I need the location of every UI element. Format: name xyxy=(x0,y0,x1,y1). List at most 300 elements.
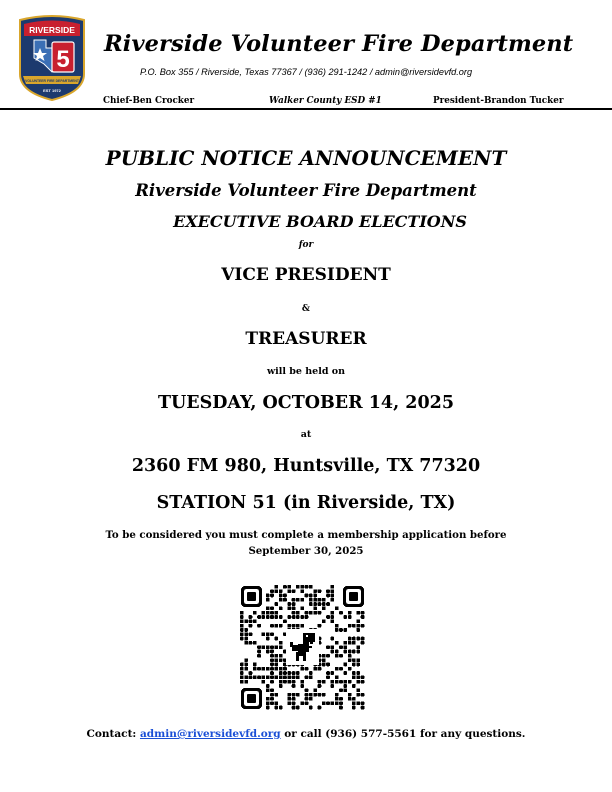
qr-module xyxy=(348,654,352,658)
qr-module xyxy=(266,645,270,649)
qr-module xyxy=(240,676,244,680)
qr-module xyxy=(318,602,322,606)
qr-module xyxy=(257,650,261,654)
qr-module xyxy=(292,671,296,675)
qr-module xyxy=(348,650,352,654)
position-vice-president: VICE PRESIDENT xyxy=(221,265,391,285)
qr-module xyxy=(309,697,313,701)
qr-module xyxy=(343,628,347,632)
qr-module xyxy=(274,602,278,606)
qr-module xyxy=(266,701,270,705)
qr-module xyxy=(361,615,365,619)
qr-module xyxy=(348,667,352,671)
qr-module xyxy=(348,641,352,645)
qr-module xyxy=(313,602,317,606)
qr-module xyxy=(343,663,347,667)
qr-module xyxy=(287,671,291,675)
qr-module xyxy=(244,676,248,680)
qr-module xyxy=(240,637,244,641)
qr-code[interactable] xyxy=(240,585,365,710)
qr-module xyxy=(305,594,309,598)
qr-module xyxy=(262,645,266,649)
qr-module xyxy=(318,684,322,688)
qr-module xyxy=(270,654,274,658)
organization-address: P.O. Box 355 / Riverside, Texas 77367 / (936) 291-1242 / admin@riversidevfd.org xyxy=(140,67,473,77)
qr-module xyxy=(343,671,347,675)
qr-module xyxy=(240,671,244,675)
qr-module xyxy=(270,667,274,671)
qr-module xyxy=(266,607,270,611)
qr-module xyxy=(253,676,257,680)
qr-module xyxy=(270,697,274,701)
qr-module xyxy=(331,585,335,589)
qr-module xyxy=(262,615,266,619)
qr-module xyxy=(266,676,270,680)
qr-module xyxy=(292,676,296,680)
qr-module xyxy=(322,602,326,606)
qr-module xyxy=(244,680,248,684)
qr-module xyxy=(240,680,244,684)
qr-module xyxy=(318,598,322,602)
qr-module xyxy=(313,611,317,615)
qr-module xyxy=(279,684,283,688)
qr-module xyxy=(318,624,322,628)
qr-module xyxy=(240,619,244,623)
qr-module xyxy=(352,697,356,701)
qr-module xyxy=(339,628,343,632)
qr-module xyxy=(326,676,330,680)
qr-module xyxy=(356,637,360,641)
qr-module xyxy=(335,628,339,632)
qr-module xyxy=(322,654,326,658)
qr-module xyxy=(313,607,317,611)
qr-module xyxy=(322,658,326,662)
qr-module xyxy=(322,693,326,697)
contact-prefix: Contact: xyxy=(86,728,137,740)
qr-module xyxy=(322,607,326,611)
qr-module xyxy=(240,611,244,615)
qr-module xyxy=(356,671,360,675)
qr-module xyxy=(348,658,352,662)
qr-module xyxy=(292,611,296,615)
qr-module xyxy=(274,624,278,628)
qr-module xyxy=(335,641,339,645)
qr-module xyxy=(257,624,261,628)
position-treasurer: TREASURER xyxy=(245,329,367,349)
qr-module xyxy=(318,706,322,710)
qr-module xyxy=(305,585,309,589)
qr-module xyxy=(262,676,266,680)
qr-module xyxy=(262,611,266,615)
qr-module xyxy=(279,667,283,671)
qr-module xyxy=(249,641,253,645)
qr-module xyxy=(343,645,347,649)
qr-module xyxy=(305,697,309,701)
qr-module xyxy=(283,619,287,623)
qr-module xyxy=(283,680,287,684)
qr-module xyxy=(335,624,339,628)
qr-module xyxy=(300,680,304,684)
qr-module xyxy=(331,594,335,598)
qr-module xyxy=(300,607,304,611)
qr-module xyxy=(356,676,360,680)
qr-module xyxy=(274,667,278,671)
qr-module xyxy=(305,615,309,619)
qr-module xyxy=(292,607,296,611)
notice-subject: EXECUTIVE BOARD ELECTIONS xyxy=(173,212,467,231)
qr-module xyxy=(270,645,274,649)
qr-module xyxy=(331,684,335,688)
qr-module xyxy=(244,628,248,632)
qr-module xyxy=(356,663,360,667)
qr-module xyxy=(326,654,330,658)
qr-module xyxy=(343,680,347,684)
qr-module xyxy=(240,632,244,636)
qr-module xyxy=(343,641,347,645)
qr-module xyxy=(253,611,257,615)
qr-module xyxy=(348,693,352,697)
qr-module xyxy=(292,602,296,606)
qr-module xyxy=(270,611,274,615)
qr-module xyxy=(335,650,339,654)
qr-module xyxy=(240,667,244,671)
qr-module xyxy=(279,680,283,684)
qr-module xyxy=(309,671,313,675)
qr-module xyxy=(283,671,287,675)
qr-module xyxy=(352,706,356,710)
election-date: TUESDAY, OCTOBER 14, 2025 xyxy=(157,393,454,413)
qr-module xyxy=(309,676,313,680)
qr-module xyxy=(326,701,330,705)
qr-module xyxy=(240,624,244,628)
qr-module xyxy=(287,701,291,705)
qr-module xyxy=(361,680,365,684)
qr-module xyxy=(266,611,270,615)
qr-module xyxy=(309,594,313,598)
qr-module xyxy=(361,624,365,628)
qr-module xyxy=(279,624,283,628)
organization-name: Riverside Volunteer Fire Department xyxy=(104,31,574,57)
qr-module xyxy=(356,658,360,662)
qr-module xyxy=(287,602,291,606)
qr-module xyxy=(356,688,360,692)
qr-module xyxy=(270,676,274,680)
qr-module xyxy=(300,624,304,628)
qr-module xyxy=(266,688,270,692)
qr-module xyxy=(296,693,300,697)
qr-module xyxy=(257,615,261,619)
notice-department: Riverside Volunteer Fire Department xyxy=(135,181,477,200)
qr-module xyxy=(318,693,322,697)
qr-module xyxy=(313,589,317,593)
qr-module xyxy=(356,628,360,632)
qr-module xyxy=(348,697,352,701)
qr-module xyxy=(356,624,360,628)
qr-module xyxy=(292,624,296,628)
qr-finder-top-right xyxy=(343,586,364,607)
qr-module xyxy=(361,701,365,705)
qr-module xyxy=(283,594,287,598)
qr-module xyxy=(318,611,322,615)
qr-module xyxy=(249,671,253,675)
qr-module xyxy=(296,706,300,710)
qr-module xyxy=(292,615,296,619)
qr-module xyxy=(279,676,283,680)
qr-module xyxy=(270,693,274,697)
qr-module xyxy=(361,611,365,615)
qr-module xyxy=(240,663,244,667)
qr-module xyxy=(300,615,304,619)
qr-module xyxy=(244,641,248,645)
membership-requirement: To be considered you must complete a membership application before xyxy=(105,529,507,541)
qr-module xyxy=(287,607,291,611)
qr-module xyxy=(266,598,270,602)
logo-bottom-text: EST 1972 xyxy=(43,88,61,93)
qr-module xyxy=(292,706,296,710)
qr-module xyxy=(270,594,274,598)
qr-module xyxy=(249,632,253,636)
qr-module xyxy=(322,701,326,705)
qr-module xyxy=(279,607,283,611)
qr-module xyxy=(292,693,296,697)
qr-module xyxy=(322,598,326,602)
qr-module xyxy=(356,680,360,684)
qr-module xyxy=(318,667,322,671)
qr-module xyxy=(287,676,291,680)
qr-module xyxy=(300,701,304,705)
qr-module xyxy=(244,663,248,667)
qr-module xyxy=(270,650,274,654)
qr-module xyxy=(253,641,257,645)
qr-module xyxy=(356,650,360,654)
qr-module xyxy=(292,684,296,688)
qr-module xyxy=(270,688,274,692)
qr-module xyxy=(270,607,274,611)
qr-module xyxy=(262,667,266,671)
qr-module xyxy=(274,663,278,667)
qr-module xyxy=(331,619,335,623)
qr-module xyxy=(266,667,270,671)
contact-line xyxy=(0,728,612,740)
qr-module xyxy=(326,671,330,675)
qr-module xyxy=(287,680,291,684)
letterhead-divider xyxy=(0,108,612,110)
qr-module xyxy=(305,693,309,697)
qr-module xyxy=(348,624,352,628)
qr-module xyxy=(274,693,278,697)
qr-module xyxy=(279,654,283,658)
qr-module xyxy=(322,619,326,623)
qr-module xyxy=(335,676,339,680)
district-name: Walker County ESD #1 xyxy=(269,96,382,106)
qr-module xyxy=(326,594,330,598)
qr-module xyxy=(339,706,343,710)
qr-module xyxy=(240,628,244,632)
qr-module xyxy=(326,615,330,619)
qr-module xyxy=(296,611,300,615)
election-address: 2360 FM 980, Huntsville, TX 77320 xyxy=(131,456,481,476)
qr-module xyxy=(279,598,283,602)
held-on-text: will be held on xyxy=(266,366,346,377)
qr-module xyxy=(335,607,339,611)
qr-module xyxy=(339,688,343,692)
qr-module xyxy=(313,667,317,671)
qr-module xyxy=(343,650,347,654)
qr-module xyxy=(318,680,322,684)
qr-module xyxy=(305,701,309,705)
qr-module xyxy=(331,589,335,593)
qr-module xyxy=(266,594,270,598)
qr-module xyxy=(244,619,248,623)
qr-module xyxy=(274,637,278,641)
application-deadline: September 30, 2025 xyxy=(248,545,364,557)
qr-module xyxy=(326,602,330,606)
qr-module xyxy=(253,619,257,623)
qr-module xyxy=(249,624,253,628)
qr-module xyxy=(274,676,278,680)
qr-module xyxy=(322,680,326,684)
notice-heading: PUBLIC NOTICE ANNOUNCEMENT xyxy=(105,146,507,170)
ampersand: & xyxy=(301,304,311,314)
qr-module xyxy=(279,641,283,645)
qr-module xyxy=(352,637,356,641)
qr-module xyxy=(300,684,304,688)
officers-line xyxy=(0,96,612,108)
qr-module xyxy=(270,589,274,593)
qr-module xyxy=(300,585,304,589)
qr-module xyxy=(309,598,313,602)
qr-module xyxy=(356,701,360,705)
qr-module xyxy=(331,615,335,619)
qr-module xyxy=(352,676,356,680)
qr-module xyxy=(253,663,257,667)
for-word: for xyxy=(298,240,314,250)
qr-module xyxy=(352,624,356,628)
qr-module xyxy=(339,667,343,671)
qr-module xyxy=(343,615,347,619)
chief-name: Chief-Ben Crocker xyxy=(103,96,195,106)
qr-module xyxy=(292,589,296,593)
qr-module xyxy=(300,667,304,671)
qr-module xyxy=(361,693,365,697)
qr-module xyxy=(274,589,278,593)
qr-module xyxy=(266,632,270,636)
qr-module xyxy=(361,637,365,641)
qr-module xyxy=(279,658,283,662)
contact-email-link[interactable]: admin@riversidevfd.org xyxy=(139,728,281,740)
qr-module xyxy=(257,676,261,680)
qr-module xyxy=(296,598,300,602)
qr-module xyxy=(348,615,352,619)
qr-module xyxy=(356,645,360,649)
qr-module xyxy=(296,615,300,619)
qr-module xyxy=(352,641,356,645)
qr-module xyxy=(283,667,287,671)
qr-module xyxy=(283,676,287,680)
qr-module xyxy=(287,693,291,697)
qr-module xyxy=(335,667,339,671)
qr-module xyxy=(257,667,261,671)
qr-module xyxy=(322,663,326,667)
logo-banner-text: VOLUNTEER FIRE DEPARTMENT xyxy=(25,79,79,83)
qr-module xyxy=(244,658,248,662)
qr-module xyxy=(270,663,274,667)
qr-module xyxy=(287,697,291,701)
qr-module xyxy=(296,624,300,628)
qr-module xyxy=(296,671,300,675)
qr-module xyxy=(309,706,313,710)
contact-suffix: or call (936) 577-5561 for any questions. xyxy=(284,728,526,740)
qr-module xyxy=(361,706,365,710)
qr-module xyxy=(331,650,335,654)
qr-module xyxy=(331,611,335,615)
qr-module xyxy=(279,706,283,710)
qr-module xyxy=(279,671,283,675)
qr-module xyxy=(309,693,313,697)
qr-module xyxy=(300,598,304,602)
qr-module xyxy=(318,589,322,593)
qr-module xyxy=(339,697,343,701)
qr-module xyxy=(343,688,347,692)
qr-module xyxy=(279,645,283,649)
qr-module xyxy=(270,680,274,684)
qr-module xyxy=(249,615,253,619)
logo-top-text: RIVERSIDE xyxy=(29,25,75,35)
qr-module xyxy=(305,676,309,680)
qr-module xyxy=(274,658,278,662)
qr-module xyxy=(309,585,313,589)
qr-module xyxy=(292,697,296,701)
qr-module xyxy=(331,680,335,684)
qr-module xyxy=(266,697,270,701)
qr-module xyxy=(266,650,270,654)
qr-module xyxy=(331,637,335,641)
qr-module xyxy=(283,598,287,602)
qr-module xyxy=(352,658,356,662)
qr-module xyxy=(257,645,261,649)
qr-module xyxy=(287,585,291,589)
qr-module xyxy=(292,680,296,684)
at-word: at xyxy=(300,429,312,440)
qr-module xyxy=(335,701,339,705)
qr-module xyxy=(266,684,270,688)
qr-module xyxy=(352,663,356,667)
qr-module xyxy=(240,615,244,619)
qr-module xyxy=(270,624,274,628)
qr-module xyxy=(257,654,261,658)
qr-module xyxy=(274,611,278,615)
qr-module xyxy=(331,701,335,705)
qr-module xyxy=(266,706,270,710)
qr-module xyxy=(339,611,343,615)
qr-module xyxy=(326,645,330,649)
qr-module xyxy=(287,615,291,619)
qr-finder-bottom-left xyxy=(241,688,262,709)
qr-module xyxy=(313,598,317,602)
qr-module xyxy=(279,594,283,598)
qr-module xyxy=(348,637,352,641)
qr-module xyxy=(356,619,360,623)
qr-module xyxy=(287,624,291,628)
qr-module xyxy=(283,585,287,589)
qr-module xyxy=(326,589,330,593)
qr-module xyxy=(348,680,352,684)
qr-module xyxy=(296,585,300,589)
qr-module xyxy=(331,598,335,602)
qr-module xyxy=(305,667,309,671)
qr-module xyxy=(270,615,274,619)
qr-module xyxy=(279,615,283,619)
